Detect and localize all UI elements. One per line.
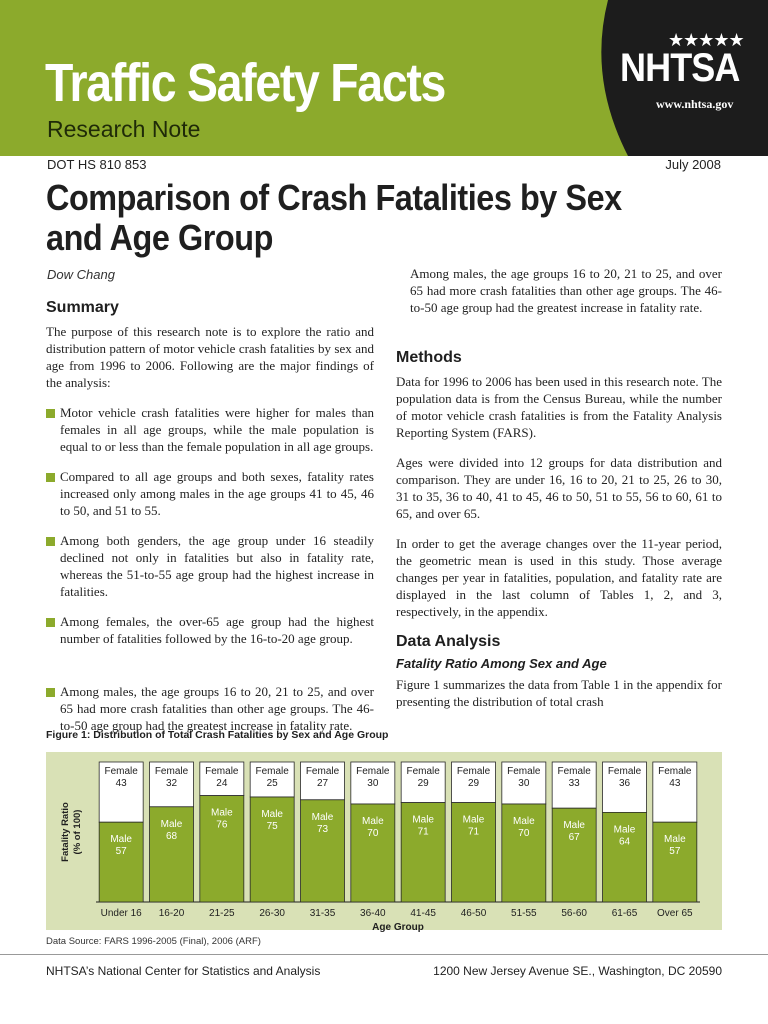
x-tick-label: 46-50 xyxy=(460,908,487,919)
bar-male-series-label: Male xyxy=(210,807,233,819)
bar-female-value-label: 30 xyxy=(367,778,379,789)
bar-female-series-label: Female xyxy=(305,766,340,777)
bar-female-value-label: 24 xyxy=(216,778,228,789)
document-id: DOT HS 810 853 xyxy=(47,157,147,172)
bullet-text: Among males, the age groups 16 to 20, 21 to 25, and over 65 had more crash fatalities than other age groups. The 46-to-50 age group had the greatest increase in fatality rate. xyxy=(60,684,374,733)
bar-female-series-label: Female xyxy=(104,766,138,777)
bullet-text: Compared to all age groups and both sexes, fatality rates increased only among males in the age groups 41 to 45, 46 to 50, and 51 to 55. xyxy=(60,469,374,518)
bar-male-series-label: Male xyxy=(613,824,636,836)
bar-female-value-label: 36 xyxy=(618,778,631,789)
left-column xyxy=(46,299,374,660)
bar-female-series-label: Female xyxy=(507,766,541,777)
finding-bullet xyxy=(46,532,374,600)
bar-female-value-label: 29 xyxy=(467,778,480,789)
x-tick-label: Over 65 xyxy=(657,908,693,919)
bar-male-value-label: 76 xyxy=(216,819,228,831)
bar-female-series-label: Female xyxy=(154,766,189,777)
bar-female-series-label: Female xyxy=(658,766,692,777)
finding-bullet xyxy=(46,404,374,455)
methods-paragraph: Ages were divided into 12 groups for data distribution and comparison. They are under 16, 16 to 20, 21 to 25, 26 to 30, 31 to 35, 36 to 40, 41 to 45, 46 to 50, 51 to 55, 56 to 60, 61 to 65, and over 65. xyxy=(396,455,722,521)
bullet-square-icon xyxy=(46,688,55,697)
x-tick-label: 26-30 xyxy=(259,908,285,919)
finding-bullet xyxy=(46,613,374,647)
logo-wordmark: NHTSA xyxy=(620,46,740,90)
bullet-text: Among females, the over-65 age group had the highest number of fatalities followed by the 16-to-20 age group. xyxy=(60,614,374,646)
bar-female-value-label: 43 xyxy=(669,778,681,789)
x-tick-label: Under 16 xyxy=(100,908,142,919)
bar-female-value-label: 29 xyxy=(417,778,429,789)
footer-organization: NHTSA’s National Center for Statistics and Analysis xyxy=(46,964,321,978)
bar-female-value-label: 43 xyxy=(115,778,127,789)
analysis-paragraph: Figure 1 summarizes the data from Table 1 in the appendix for presenting the distribution of total crash xyxy=(396,677,722,709)
summary-intro: The purpose of this research note is to explore the ratio and distribution pattern of motor vehicle crash fatalities by sex and age from 1996 to 2006. Following are the major findings of the analysis: xyxy=(46,324,374,390)
bullet-text: Among both genders, the age group under 16 steadily declined not only in fatalities but also in fatality rate, whereas the 51-to-55 age group had the highest increase in fatalities. xyxy=(60,533,374,599)
x-tick-label: 56-60 xyxy=(561,908,587,919)
bullet-text: Among males, the age groups 16 to 20, 21 to 25, and over 65 had more crash fatalities than other age groups. The 46-to-50 age group had the greatest increase in fatality rate. xyxy=(410,266,722,315)
bar-male-series-label: Male xyxy=(311,811,334,823)
analysis-heading: Data Analysis xyxy=(396,633,501,650)
bar-female-value-label: 27 xyxy=(316,778,329,789)
bar-male-value-label: 70 xyxy=(367,828,379,839)
x-tick-label: 51-55 xyxy=(511,908,537,919)
bar-male-value-label: 75 xyxy=(266,821,278,832)
footer-address: 1200 New Jersey Avenue SE., Washington, DC 20590 xyxy=(433,964,722,978)
bar-female-value-label: 25 xyxy=(266,778,278,789)
header-banner xyxy=(0,0,768,156)
bar-male-series-label: Male xyxy=(462,814,485,826)
bar-male-series-label: Male xyxy=(412,814,435,826)
finding-bullet xyxy=(396,265,722,316)
bar-female-series-label: Female xyxy=(255,766,289,777)
bar-male-series-label: Male xyxy=(512,816,535,827)
bar-female-series-label: Female xyxy=(557,766,591,777)
bullet-continuation xyxy=(396,265,722,316)
series-title: Traffic Safety Facts xyxy=(45,53,446,113)
x-tick-label: 21-25 xyxy=(209,908,235,919)
article-title: Comparison of Crash Fatalities by Sex and Age Group xyxy=(46,177,622,258)
bar-female-series-label: Female xyxy=(406,766,440,777)
x-tick-label: 36-40 xyxy=(360,908,386,919)
logo-stars: ★★★★★ xyxy=(668,30,744,51)
series-subtitle: Research Note xyxy=(47,116,201,142)
author: Dow Chang xyxy=(47,267,115,282)
bar-male-value-label: 70 xyxy=(518,828,530,839)
bar-male-series-label: Male xyxy=(110,834,133,846)
bar-male-series-label: Male xyxy=(663,834,686,846)
x-axis-title: Age Group xyxy=(372,922,424,933)
x-tick-label: 61-65 xyxy=(611,908,638,919)
bar-male-series-label: Male xyxy=(261,809,284,820)
bullet-square-icon xyxy=(46,409,55,418)
methods-paragraph: Data for 1996 to 2006 has been used in this research note. The population data is from the Census Bureau, while the number of motor vehicle crash fatalities is from the Fatality Analysis Reporting System (FARS). xyxy=(396,374,722,440)
bar-female-series-label: Female xyxy=(205,766,239,777)
finding-bullet xyxy=(46,468,374,519)
bar-male-value-label: 73 xyxy=(316,823,329,835)
methods-paragraph: In order to get the average changes over the 11-year period, the geometric mean is used in this study. Those average changes per year in fatalities, population, and fatality rate are displayed in the last column of Tables 1, 2, and 3, respectively, in the appendix. xyxy=(396,536,722,619)
analysis-subheading: Fatality Ratio Among Sex and Age xyxy=(396,656,607,671)
fatality-ratio-chart xyxy=(46,752,722,933)
bullet-square-icon xyxy=(46,618,55,627)
x-tick-label: 31-35 xyxy=(309,908,336,919)
bar-male-series-label: Male xyxy=(160,818,183,830)
bar-female-series-label: Female xyxy=(356,766,390,777)
x-tick-label: 16-20 xyxy=(158,908,185,919)
data-source-note: Data Source: FARS 1996-2005 (Final), 2006 (ARF) xyxy=(46,936,261,947)
right-column xyxy=(396,349,722,710)
right-column-head xyxy=(396,266,722,333)
footer-divider xyxy=(0,954,768,955)
bar-male-value-label: 71 xyxy=(467,826,480,838)
bar-female-value-label: 33 xyxy=(568,778,580,789)
x-tick-label: 41-45 xyxy=(410,908,436,919)
finding-bullet xyxy=(46,683,374,734)
bar-male-value-label: 57 xyxy=(669,846,681,858)
analysis-paragraph-wrap xyxy=(396,676,722,710)
bar-male-value-label: 68 xyxy=(165,830,178,842)
figure-panel xyxy=(46,752,722,933)
bar-male-series-label: Male xyxy=(563,820,586,832)
bar-male-value-label: 57 xyxy=(115,846,127,858)
y-axis-title: Fatality Ratio(% of 100) xyxy=(60,802,83,862)
bar-male-value-label: 71 xyxy=(417,826,429,838)
left-column-tail xyxy=(46,683,374,733)
bullet-text: Motor vehicle crash fatalities were higher for males than females in all age groups, while the male population is equal to or less than the female population in all age groups. xyxy=(60,405,374,454)
bar-female-series-label: Female xyxy=(607,766,642,777)
bar-male-value-label: 64 xyxy=(618,836,631,848)
nhtsa-logo xyxy=(528,0,768,156)
bullet-square-icon xyxy=(46,537,55,546)
logo-url: www.nhtsa.gov xyxy=(656,97,734,111)
methods-heading: Methods xyxy=(396,349,462,366)
bar-female-value-label: 30 xyxy=(518,778,530,789)
bar-female-value-label: 32 xyxy=(165,778,178,789)
bar-male-value-label: 67 xyxy=(568,832,580,844)
bullet-square-icon xyxy=(46,473,55,482)
bar-female-series-label: Female xyxy=(456,766,491,777)
summary-heading: Summary xyxy=(46,299,119,316)
document-date: July 2008 xyxy=(665,157,721,172)
bar-male-series-label: Male xyxy=(361,816,384,827)
figure-caption: Figure 1: Distribution of Total Crash Fatalities by Sex and Age Group xyxy=(46,729,389,741)
